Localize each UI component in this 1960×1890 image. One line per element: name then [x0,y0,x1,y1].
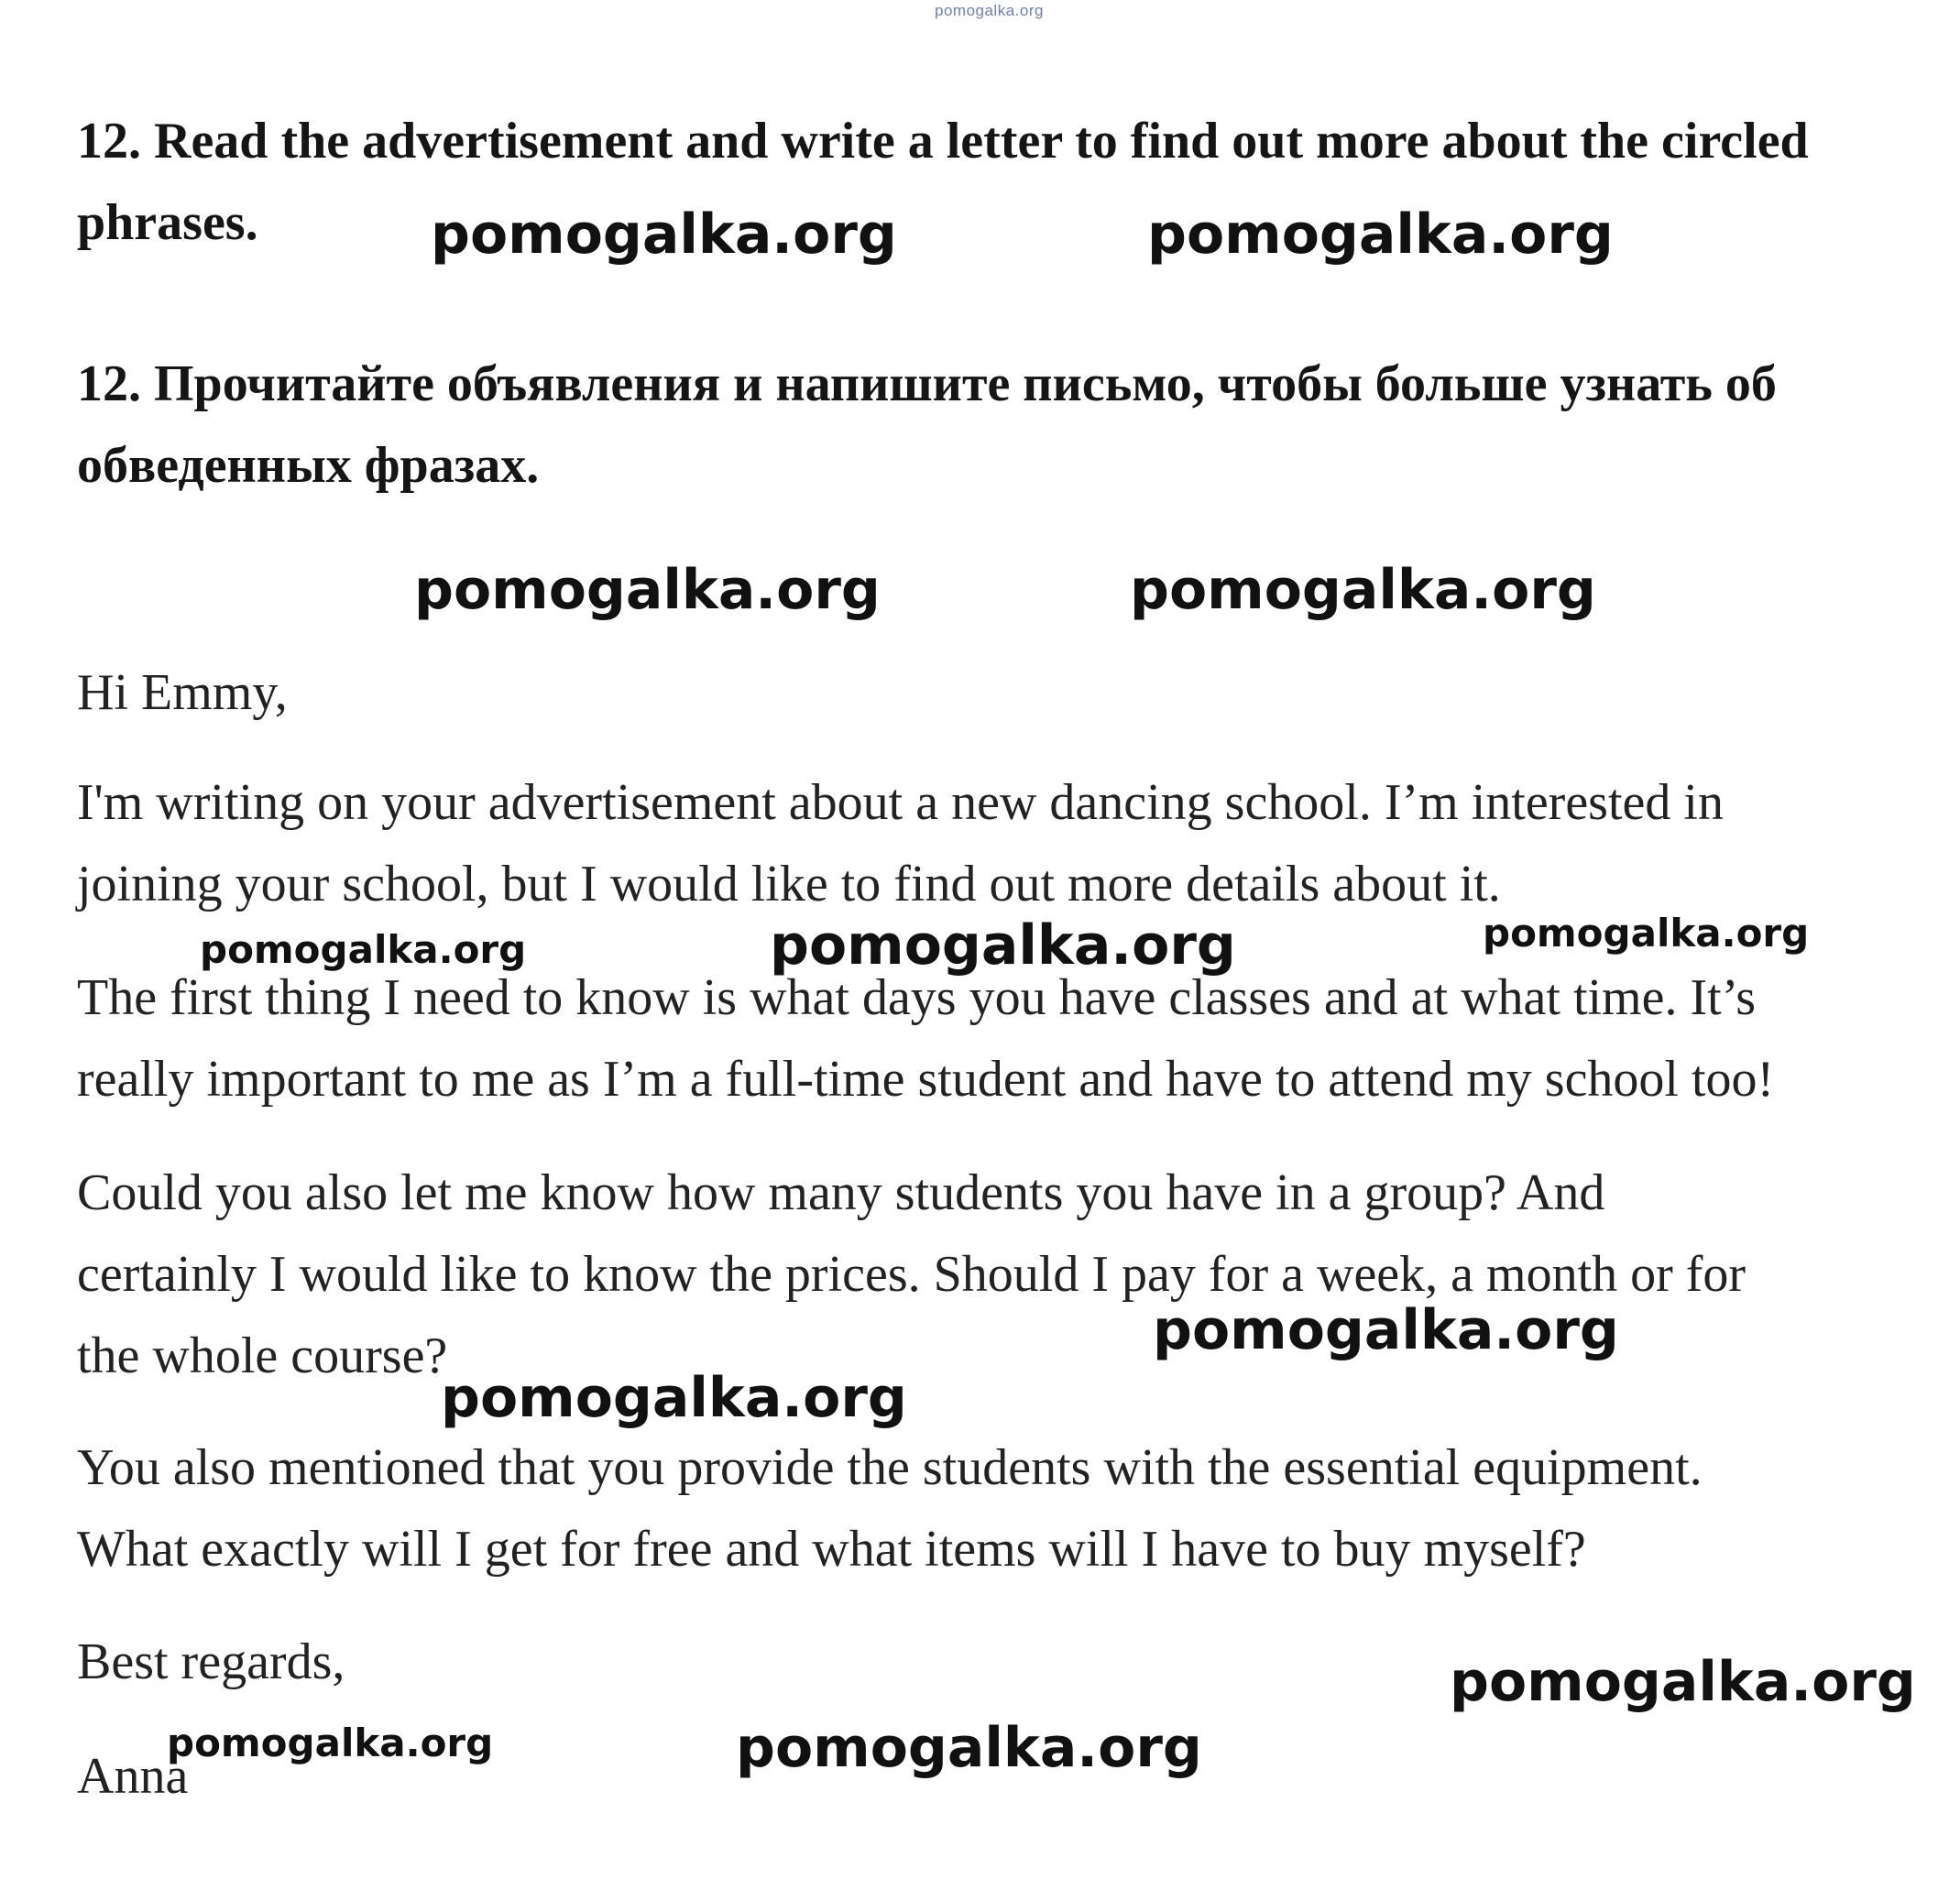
watermark: pomogalka.org [1483,911,1810,956]
watermark: pomogalka.org [1153,1298,1619,1362]
watermark: pomogalka.org [1130,558,1596,622]
task-heading-russian: 12. Прочитайте объявления и напишите письмо, чтобы больше узнать об обведенных фразах. [77,355,1777,494]
watermark: pomogalka.org [441,1366,907,1430]
watermark: pomogalka.org [414,558,881,622]
header-watermark: pomogalka.org [935,2,1044,19]
task-heading-english: 12. Read the advertisement and write a letter to find out more about the circled phrases. [77,113,1809,251]
letter-paragraph: You also mentioned that you provide the students with the essential equipment. What exactly will I get for free and what items will I have to buy myself? [77,1439,1703,1578]
letter-signature: Anna [77,1748,189,1805]
watermark: pomogalka.org [431,202,897,267]
letter-paragraph: Could you also let me know how many students you have in a group? And certainly I would like to know the prices. Should I pay for a week, a month or for the whole course? [77,1164,1746,1384]
letter-paragraph: The first thing I need to know is what days you have classes and at what time. It’s really important to me as I’m a full-time student and have to attend my school too! [77,969,1775,1108]
letter-closing: Best regards, [77,1633,345,1690]
watermark: pomogalka.org [736,1716,1202,1780]
watermark: pomogalka.org [167,1721,494,1765]
watermark: pomogalka.org [1450,1650,1916,1714]
letter-paragraph: I'm writing on your advertisement about a new dancing school. I’m interested in joining your school, but I would like to find out more details about it. [77,774,1724,912]
watermark: pomogalka.org [200,927,527,972]
letter-greeting: Hi Emmy, [77,664,288,721]
watermark: pomogalka.org [770,913,1236,978]
watermark: pomogalka.org [1147,202,1614,267]
